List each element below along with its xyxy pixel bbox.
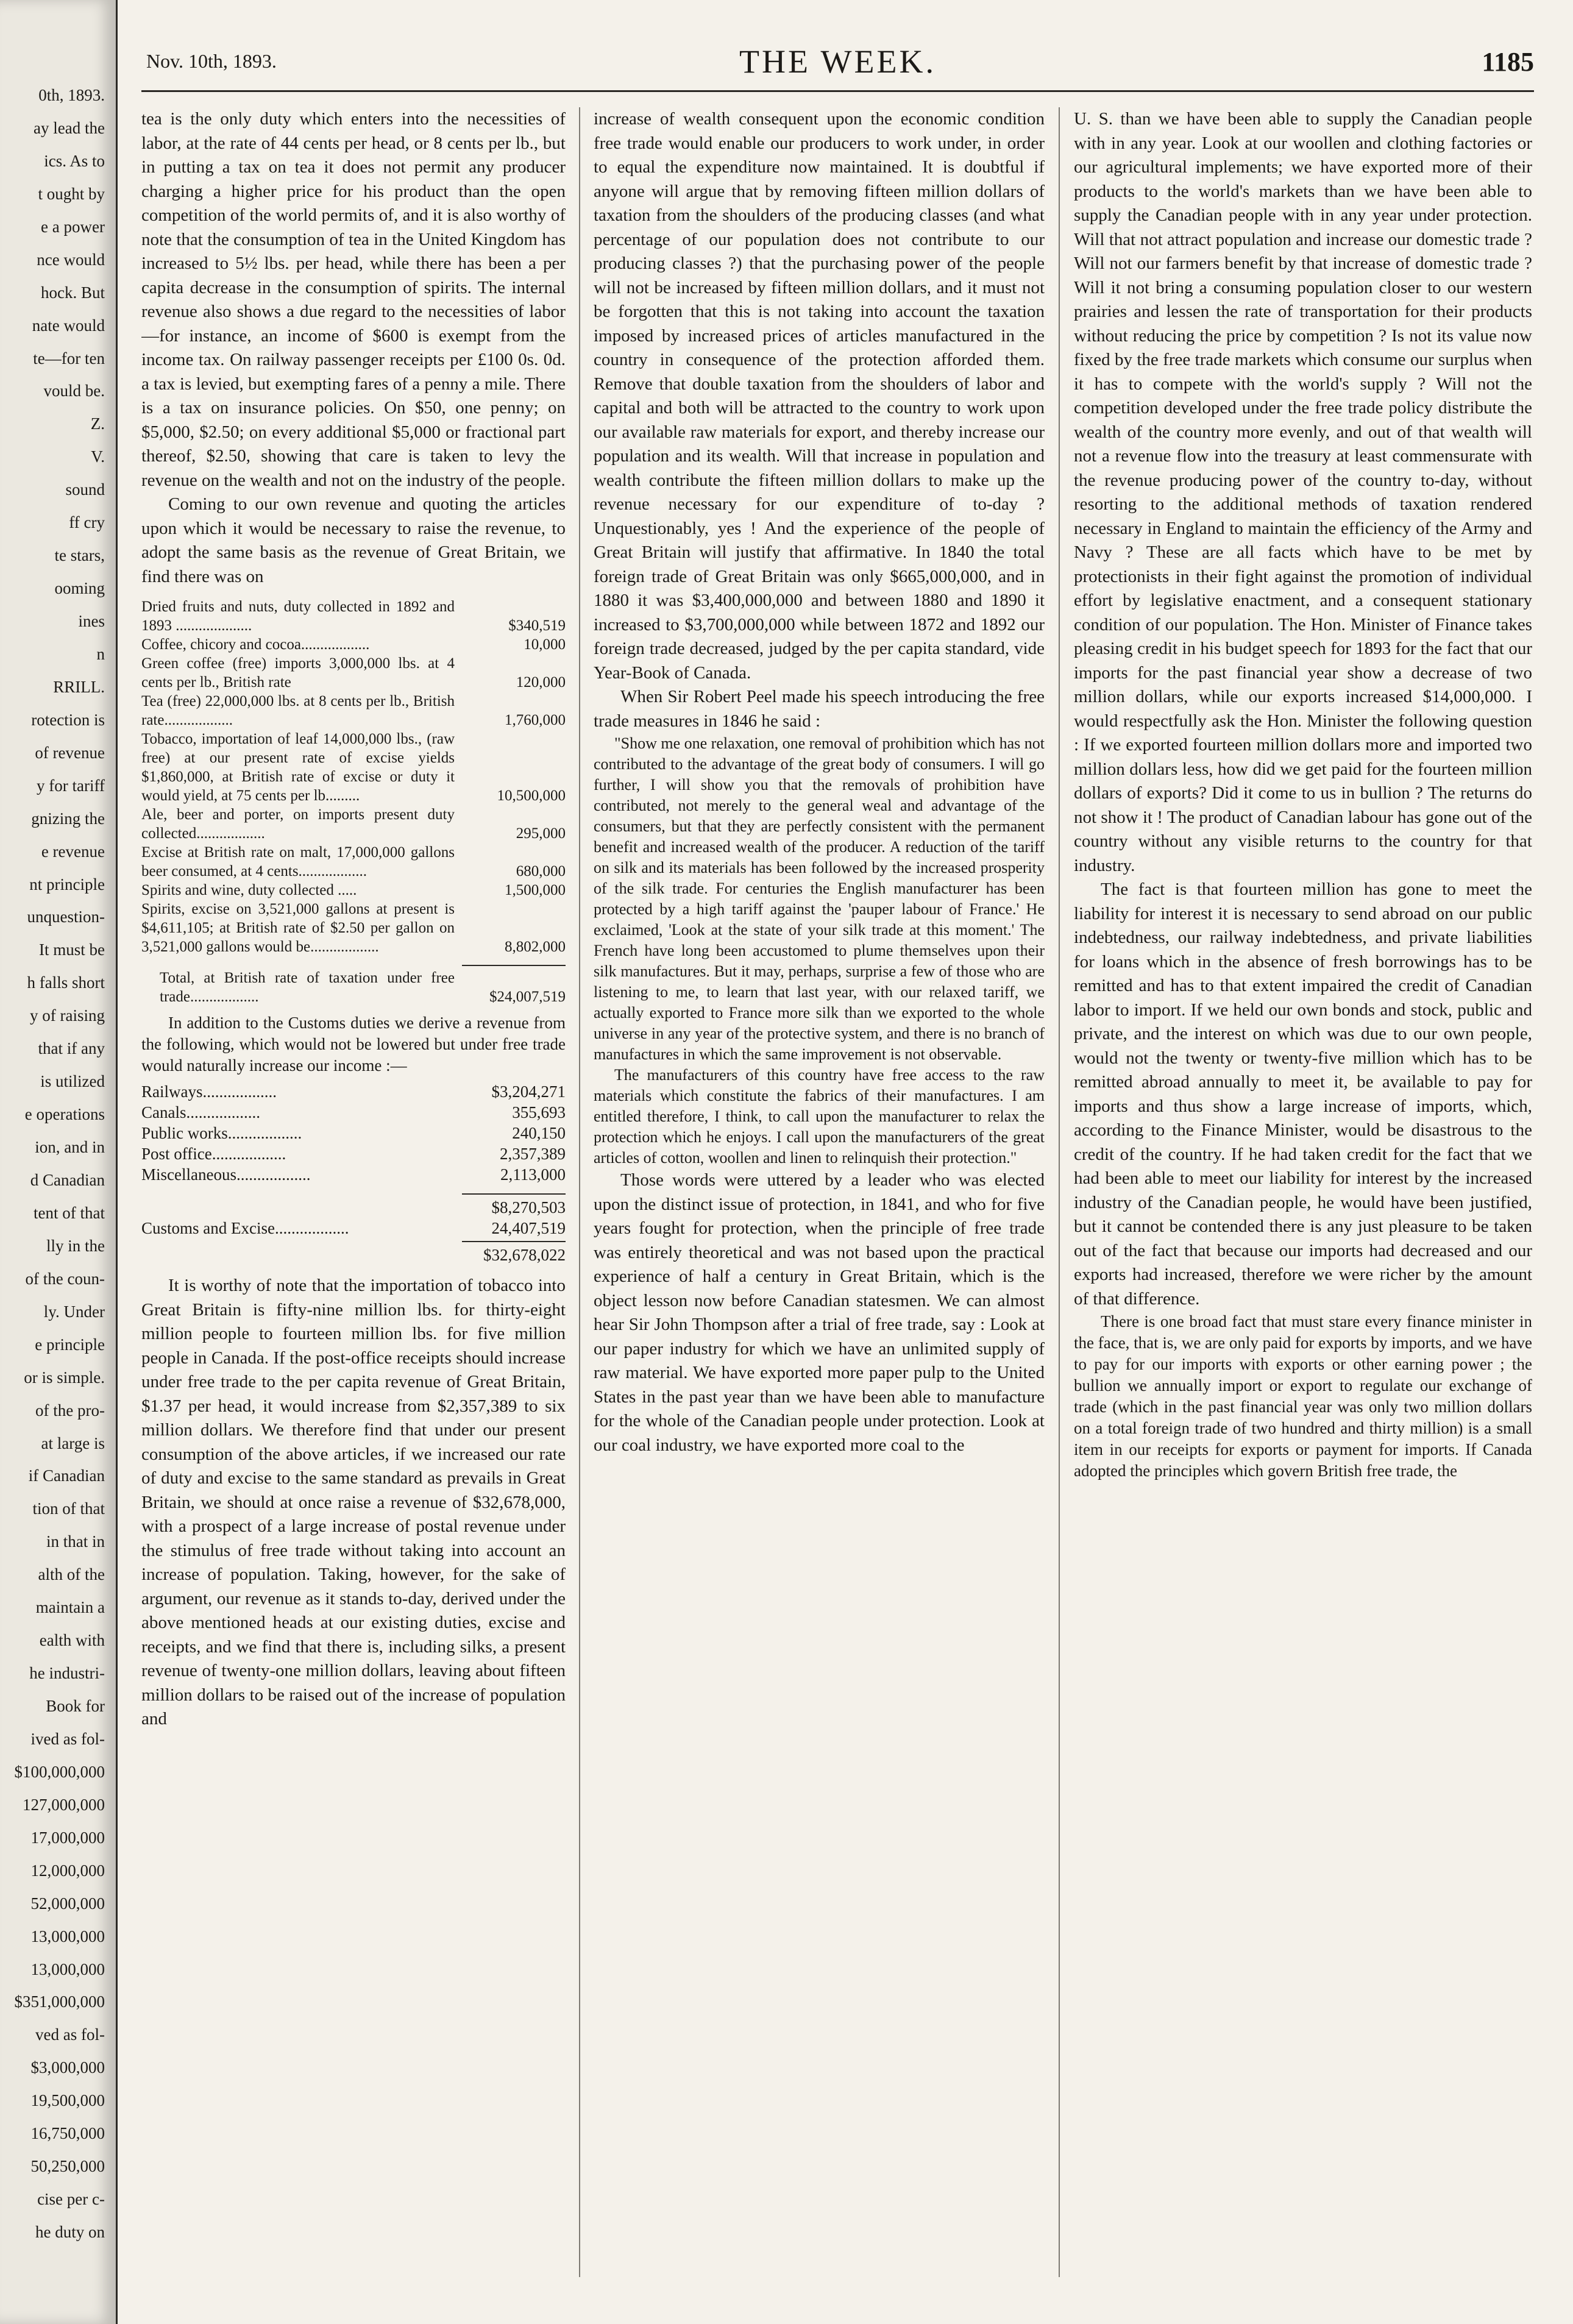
customs-label: Customs and Excise.................. xyxy=(141,1219,349,1237)
row-label: Public works.................. xyxy=(141,1124,302,1142)
previous-page-fragment: $351,000,000 xyxy=(14,1992,105,2011)
paragraph: Coming to our own revenue and quoting the articles upon which it would be necessary to raise the revenue, to adopt the same basis as the revenue of Great Britain, we find there was on xyxy=(141,494,566,586)
previous-page-fragment: It must be xyxy=(39,940,105,959)
peel-quotation xyxy=(594,733,1045,1168)
previous-page-fragment: ion, and in xyxy=(35,1138,105,1156)
income-subtotal: $8,270,503 xyxy=(491,1198,566,1217)
previous-page-fragment: ived as fol- xyxy=(30,1730,105,1748)
previous-page-fragment: tent of that xyxy=(34,1204,105,1222)
quote-paragraph: The manufacturers of this country have free access to the raw materials which constitute the fabrics of their manufactures. I am entitled therefore, I think, to call upon the manufacturer to relax the protection which he enjoys. I call upon the manufacturers of the great articles of cotton, woollen and linen to relinquish their protection." xyxy=(594,1066,1045,1167)
row-label: Post office.................. xyxy=(141,1145,286,1163)
row-amount: 120,000 xyxy=(516,674,566,691)
previous-page-fragment: vould be. xyxy=(43,382,105,400)
column-2 xyxy=(594,107,1045,2277)
table-row xyxy=(141,968,566,1006)
paragraph: There is one broad fact that must stare every finance minister in the face, that is, we are only paid for exports by imports, and we have to pay for our imports with exports or other earning power ; the bullion we annually import or export to regulate our exchange of trade (which in the past financial year was only two million dollars on a total foreign trade of two hundred and thirty million) is a small item in our receipts for exports or payment for imports. If Canada adopted the principles which govern British free trade, the xyxy=(1074,1312,1532,1480)
previous-page-fragment: RRILL. xyxy=(53,678,105,696)
row-label: Dried fruits and nuts, duty collected in 1892 and 1893 .................... xyxy=(141,599,455,634)
table-row xyxy=(141,1102,566,1123)
grand-total: $32,678,022 xyxy=(483,1246,566,1264)
previous-page-fragment: t ought by xyxy=(38,185,105,203)
total-amount: $24,007,519 xyxy=(489,989,566,1005)
table-row xyxy=(141,1123,566,1143)
table-row xyxy=(141,881,566,900)
column-1 xyxy=(141,107,566,2277)
previous-page-fragment: 13,000,000 xyxy=(30,1927,105,1946)
column-3 xyxy=(1074,107,1532,2277)
previous-page-fragment: he duty on xyxy=(35,2223,105,2241)
previous-page-fragment: $100,000,000 xyxy=(14,1763,105,1781)
previous-page-fragment: of revenue xyxy=(35,744,105,762)
previous-page-fragment: 13,000,000 xyxy=(30,1960,105,1978)
row-label: Spirits, excise on 3,521,000 gallons at present is $4,611,105; at British rate of $2.50 per gallon on 3,521,000 gallons would be.................. xyxy=(141,901,455,955)
previous-page-fragment: y of raising xyxy=(30,1006,105,1025)
previous-page-fragment: 16,750,000 xyxy=(30,2124,105,2142)
row-label: Canals.................. xyxy=(141,1103,260,1121)
table-row xyxy=(141,805,566,843)
table-row xyxy=(141,843,566,881)
previous-page-fragment: of the coun- xyxy=(25,1270,105,1288)
sum-rule xyxy=(462,965,566,966)
previous-page-fragment: 52,000,000 xyxy=(30,1894,105,1913)
previous-page-fragment: in that in xyxy=(46,1532,105,1551)
previous-page-fragment: ooming xyxy=(54,579,105,597)
previous-page-fragment: is utilized xyxy=(40,1072,105,1090)
paragraph: It is worthy of note that the importation of tobacco into Great Britain is fifty-nine million lbs. for thirty-eight million people to fourteen million lbs. for five million people in Canada. If the post-office receipts should increase under free trade to the per capita revenue of Great Britain, $1.37 per head, it would increase from $2,357,389 to six million dollars. We therefore find that under our present consumption of the above articles, if we increased our rate of duty and excise to the same standard as prevails in Great Britain, we should at once raise a revenue of $32,678,000, with a prospect of a large increase of postal revenue under the stimulus of free trade without taking into account an increase of population. Taking, however, for the sake of argument, our revenue as it stands to-day, derived under the above mentioned heads at our existing duties, excise and receipts, and we find that there is, including silks, a present revenue of twenty-one million dollars, leaving about fifteen million dollars to be raised out of the increase of population and xyxy=(141,1276,566,1729)
previous-page-fragment: or is simple. xyxy=(24,1368,105,1387)
row-amount: 295,000 xyxy=(516,825,566,842)
previous-page-fragment: gnizing the xyxy=(31,809,105,828)
paragraph: U. S. than we have been able to supply the Canadian people with in any year. Look at our woollen and clothing factories or our agricultural implements; we have exported more of their products to the world's markets than we have been able to supply the Canadian people with in any year under protection. Will that not attract population and increase our domestic trade ? Will not our farmers benefit by that increase of domestic trade ? Will it not bring a consuming population closer to our western prairies and lessen the rate of transportation for their products without reducing the price by competition ? Is not its value now fixed by the free trade markets which consume our surplus when it has to compete with the world's supply ? Will not the competition developed under the free trade policy distribute the wealth of the country more evenly, and out of that wealth will not a revenue flow into the treasury at least commensurate with the revenue producing power of the country to-day, without resorting to the additional methods of taxation rendered necessary in England to maintain the efficiency of the Army and Navy ? These are all facts which have to be met by protectionists in their fight against the promotion of individual effort by legislative enactment, and a consequent stationary condition of our population. The Hon. Minister of Finance takes pleasing credit in his budget speech for 1893 for the fact that our imports for the past financial year show a decrease of two million dollars, while our exports increased $14,000,000. I would respectfully ask the Hon. Minister the following question : If we exported fourteen million dollars more and imported two million dollars less, how did we get paid for the fourteen million dollars of exports? Did it come to us in bullion ? The returns do not show it ! The product of Canadian labour has gone out of the country without any visible returns to the country for that industry. xyxy=(1074,109,1532,875)
previous-page-fragment: e a power xyxy=(41,218,105,236)
previous-page-fragment: 19,500,000 xyxy=(30,2091,105,2109)
previous-page-fragment: 12,000,000 xyxy=(30,1861,105,1880)
previous-page-fragment: if Canadian xyxy=(28,1466,105,1485)
previous-page-fragment: he industri- xyxy=(29,1664,105,1682)
previous-page-fragment: ics. As to xyxy=(44,152,105,170)
previous-page-fragment: lly in the xyxy=(46,1237,105,1255)
row-amount: 355,693 xyxy=(512,1103,566,1121)
column-divider xyxy=(579,107,580,2277)
row-amount: 2,357,389 xyxy=(500,1145,566,1163)
previous-page-fragment: nce would xyxy=(37,251,105,269)
table-row xyxy=(141,1081,566,1102)
paragraph: When Sir Robert Peel made his speech introducing the free trade measures in 1846 he said : xyxy=(594,687,1045,731)
previous-page-fragment: unquestion- xyxy=(27,908,105,926)
page-number: 1185 xyxy=(1482,47,1534,77)
quote-paragraph: "Show me one relaxation, one removal of prohibition which has not contributed to the advantage of the great body of consumers. I will go further, I will show you that the removals of prohibition have contributed, not merely to the general weal and advantage of the consumers, but that they are perfectly consistent with the permanent benefit and increased wealth of the producer. A reduction of the tariff on silk and its materials has been followed by the increased prosperity of the silk trade. For centuries the English manufacturer has been protected by a high tariff against the 'pauper labour of France.' He exclaimed, 'Look at the state of your silk trade at this moment.' The French have long been accustomed to plume themselves upon their silk manufactures. But it may, perhaps, surprise a few of those who are listening to me, to learn that last year, with our relaxed tariff, we actually exported to France more silk than we exported to the whole universe in any year of the protective system, and there is no branch of manufactures in which the same improvement is not observable. xyxy=(594,734,1045,1063)
duties-total xyxy=(141,965,566,1006)
duties-table xyxy=(141,597,566,956)
table-row xyxy=(141,1218,566,1238)
previous-page-fragment: maintain a xyxy=(35,1598,105,1616)
paragraph: In addition to the Customs duties we derive a revenue from the following, which would not be lowered but under free trade would naturally increase our income :— xyxy=(141,1014,566,1075)
paragraph: Those words were uttered by a leader who was elected upon the distinct issue of protection, in 1841, and who for five years fought for protection, when the principle of free trade was entirely theoretical and was not based upon the practical experience of half a century in Great Britain, which is the object lesson now before Canadian statesmen. We can almost hear Sir John Thompson after a trial of free trade, say : Look at our paper industry for which we have an unlimited supply of raw material. We have exported more paper pulp to the United States in the past year than we have been able to manufacture for the whole of the Canadian people under protection. Look at our coal industry, we have exported more coal to the xyxy=(594,1170,1045,1455)
previous-page-fragment: cise per c- xyxy=(37,2190,105,2208)
row-label: Railways.................. xyxy=(141,1082,277,1101)
previous-page-fragment: ff cry xyxy=(69,513,105,531)
previous-page-fragment: nt principle xyxy=(29,875,105,894)
table-row xyxy=(141,730,566,805)
row-label: Tobacco, importation of leaf 14,000,000 lbs., (raw free) at our present rate of excise yields $1,860,000, at British rate of excise or duty it would yield, at 75 cents per lb......... xyxy=(141,731,455,804)
previous-page-fragment: hock. But xyxy=(41,283,105,302)
previous-page-fragment: sound xyxy=(65,480,105,499)
previous-page-fragment: te—for ten xyxy=(33,349,105,368)
previous-page-fragment: e revenue xyxy=(41,842,105,861)
previous-page-fragment: 50,250,000 xyxy=(30,2157,105,2175)
previous-page-fragment: 127,000,000 xyxy=(23,1796,105,1814)
row-label: Miscellaneous.................. xyxy=(141,1165,311,1184)
previous-page-fragment: ly. Under xyxy=(43,1302,105,1321)
row-label: Coffee, chicory and cocoa.................. xyxy=(141,636,370,653)
previous-page-fragment: y for tariff xyxy=(37,776,105,795)
row-label: Green coffee (free) imports 3,000,000 lbs. at 4 cents per lb., British rate xyxy=(141,655,455,691)
table-row xyxy=(141,1143,566,1164)
previous-page-fragment: ines xyxy=(78,612,105,630)
total-label: Total, at British rate of taxation under free trade.................. xyxy=(160,970,455,1005)
table-row xyxy=(141,1197,566,1218)
page-header xyxy=(141,43,1534,85)
header-rule xyxy=(141,90,1534,92)
sum-rule xyxy=(462,1193,566,1195)
paragraph: The fact is that fourteen million has gone to meet the liability for interest it is necessary to send abroad on our public indebtedness, our railway indebtedness, and private liabilities for loans which in the absence of fresh borrowings has to be remitted and has to that extent impaired the credit of Canadian labor to import. If we held our own bonds and stock, public and private, and the interest on which was due to our own people, would not the twenty or twenty-five million which has to be remitted abroad annually to meet it, be available to pay for imports and thus show a large increase of imports, which, according to the Finance Minister, would be disastrous to the credit of the country. If he had taken credit for the fact that we had been able to meet our liability for interest by the increased industry of the Canadian people, he would have been justified, but it cannot be contended there is any just pleasure to be taken out of the fact that because our imports had decreased and our exports had increased, therefore we were richer by the amount of that difference. xyxy=(1074,879,1532,1309)
row-label: Spirits and wine, duty collected ..... xyxy=(141,882,357,898)
row-label: Ale, beer and porter, on imports present duty collected.................. xyxy=(141,806,455,842)
sum-rule xyxy=(462,1241,566,1242)
previous-page-fragment: n xyxy=(96,645,105,663)
issue-date: Nov. 10th, 1893. xyxy=(146,50,277,72)
row-amount: 8,802,000 xyxy=(505,939,566,955)
row-amount: 10,500,000 xyxy=(497,787,566,804)
income-summary xyxy=(141,1193,566,1265)
customs-amount: 24,407,519 xyxy=(491,1219,566,1237)
previous-page-fragment: tion of that xyxy=(32,1499,105,1518)
previous-page-fragment: d Canadian xyxy=(30,1171,105,1189)
table-row xyxy=(141,597,566,635)
paragraph: tea is the only duty which enters into the necessities of labor, at the rate of 44 cents per head, or 8 cents per lb., but in putting a tax on tea it does not permit any producer charging a higher price for his product than the open competition of the world permits of, and it is also worthy of note that the consumption of tea in the United Kingdom has increased to 5½ lbs. per head, while there has been a per capita decrease in the consumption of spirits. The internal revenue also shows a due regard to the necessities of labor—for instance, an income of $600 is exempt from the income tax. On railway passenger receipts per £100 0s. 0d. a tax is levied, but exempting fares of a penny a mile. There is a tax on insurance policies. On $50, one penny; on $5,000, $2.50; on every additional $5,000 or fractional part thereof, $2.50, showing that care is taken to levy the revenue on the wealth and not on the industry of the people. xyxy=(141,109,566,490)
row-amount: 240,150 xyxy=(512,1124,566,1142)
previous-page-fragment: e operations xyxy=(24,1105,105,1123)
previous-page-fragment: $3,000,000 xyxy=(30,2058,105,2077)
previous-page-fragment: alth of the xyxy=(38,1565,105,1583)
previous-page-fragment: 0th, 1893. xyxy=(38,86,105,104)
row-amount: $3,204,271 xyxy=(491,1082,566,1101)
previous-page-fragment: rotection is xyxy=(31,711,105,729)
row-amount: 680,000 xyxy=(516,863,566,879)
table-row xyxy=(141,692,566,730)
row-label: Tea (free) 22,000,000 lbs. at 8 cents per lb., British rate.................. xyxy=(141,693,455,728)
previous-page-fragment: ay lead the xyxy=(34,119,105,137)
income-table xyxy=(141,1081,566,1185)
previous-page-fragment: Z. xyxy=(90,414,105,433)
previous-page-fragment: te stars, xyxy=(54,546,105,564)
previous-page-fragment: e principle xyxy=(35,1335,105,1354)
previous-page-fragment: of the pro- xyxy=(35,1401,105,1420)
row-amount: 1,500,000 xyxy=(505,882,566,898)
row-label: Excise at British rate on malt, 17,000,000 gallons beer consumed, at 4 cents.................. xyxy=(141,844,455,879)
previous-page-fragment: nate would xyxy=(32,316,105,335)
publication-title: THE WEEK. xyxy=(739,43,936,80)
table-row xyxy=(141,1164,566,1185)
previous-page-fragment: V. xyxy=(91,447,105,466)
table-row xyxy=(141,1245,566,1265)
row-amount: 10,000 xyxy=(524,636,566,653)
previous-page-fragment: at large is xyxy=(41,1434,105,1452)
previous-page-fragment: ealth with xyxy=(39,1631,105,1649)
row-amount: 2,113,000 xyxy=(500,1165,566,1184)
row-amount: $340,519 xyxy=(508,617,566,634)
previous-page-fragment: Book for xyxy=(46,1697,105,1715)
previous-page-fragment: h falls short xyxy=(27,973,105,992)
row-amount: 1,760,000 xyxy=(505,712,566,728)
previous-page-strip xyxy=(0,0,118,2324)
column-divider xyxy=(1059,107,1060,2277)
paragraph: increase of wealth consequent upon the economic condition free trade would enable our producers to work under, in order to equal the expenditure now maintained. It is doubtful if anyone will argue that by removing fifteen million dollars of taxation from the shoulders of the producing classes (and what percentage of our population does not contribute to our producing classes ?) that the purchasing power of the people will not be increased by fifteen million dollars, and it must not be forgotten that this is not taking into account the taxation imposed by increased prices of articles manufactured in the country in consequence of the protection afforded them. Remove that double taxation from the shoulders of labor and capital and both will be attracted to the country to work upon our available raw materials for export, and thereby increase our population and its wealth. Will that increase in population and wealth contribute the fifteen million dollars to make up the revenue necessary for our expenditure of to-day ? Unquestionably, yes ! And the experience of the people of Great Britain will justify that affirmative. In 1840 the total foreign trade of Great Britain was only $665,000,000, and in 1880 it was $3,400,000,000 and between 1880 and 1890 it increased to $3,700,000,000 while between 1872 and 1892 our foreign trade decreased, judged by the per capita standard, vide Year-Book of Canada. xyxy=(594,109,1045,683)
table-row xyxy=(141,900,566,956)
table-row xyxy=(141,635,566,654)
previous-page-fragment: that if any xyxy=(38,1039,105,1057)
previous-page-fragment: 17,000,000 xyxy=(30,1828,105,1847)
table-row xyxy=(141,654,566,692)
previous-page-fragment: ved as fol- xyxy=(35,2025,105,2044)
